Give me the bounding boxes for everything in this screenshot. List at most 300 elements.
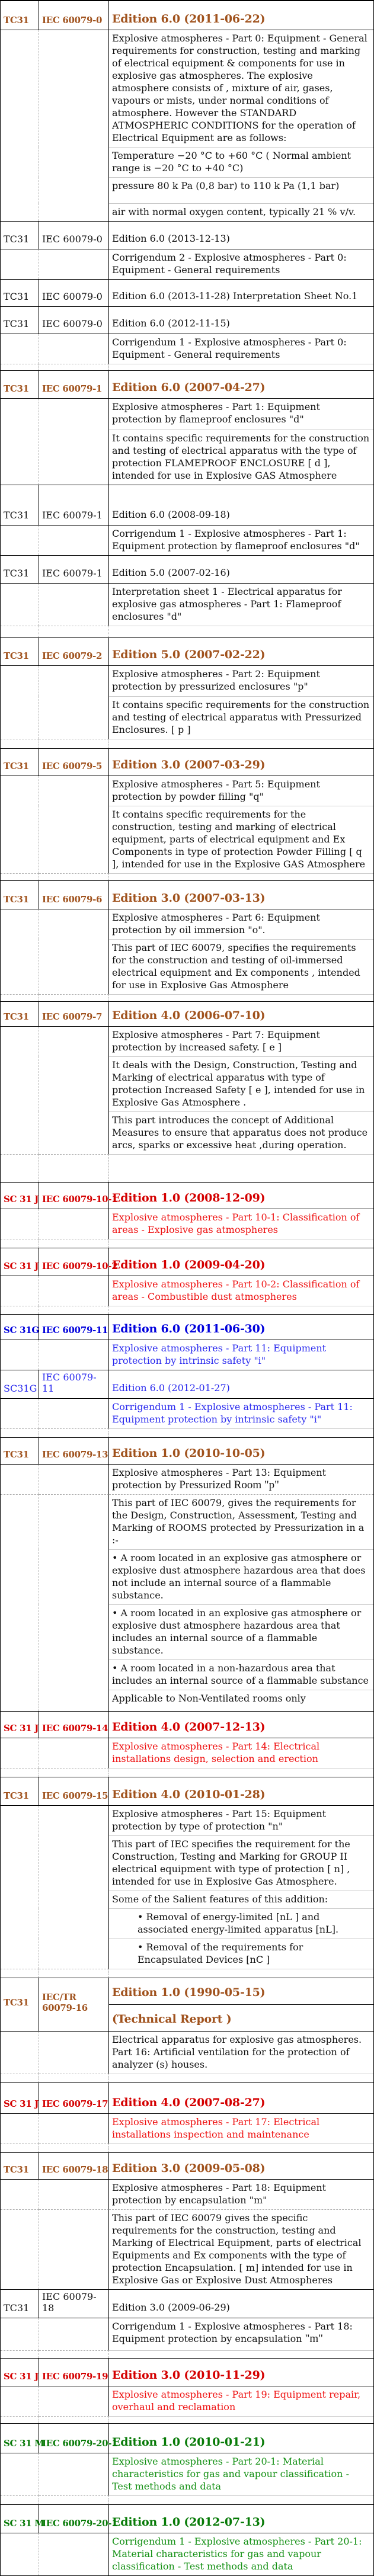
- description-row: [1, 334, 373, 364]
- standard-number-cell-empty: [39, 1340, 109, 1370]
- standard-number-cell: IEC 60079-11: [39, 1315, 109, 1340]
- description-row: [1, 525, 373, 555]
- standard-number-cell-empty: [39, 1891, 109, 1908]
- description-cell: Explosive atmospheres - Part 14: Electrical installations design, selection and erection: [112, 1741, 320, 1764]
- spacer-cell: [39, 1428, 109, 1437]
- spacer-cell: [39, 994, 109, 1001]
- committee-cell-empty: [1, 2032, 39, 2074]
- spacer-cell: [109, 1969, 373, 1978]
- standard-number-cell-empty: [39, 1209, 109, 1239]
- committee-cell: SC 31 M: [1, 2505, 39, 2533]
- standard-number-cell-empty: [39, 203, 109, 221]
- standard-entry-row: [1, 1314, 373, 1340]
- description-row: [1, 1690, 373, 1711]
- standard-number-cell-empty: [39, 1056, 109, 1111]
- committee-cell: TC31: [1, 485, 39, 525]
- committee-cell-empty: [1, 1494, 39, 1549]
- spacer-row: [1, 626, 373, 637]
- committee-cell-empty: [1, 806, 39, 873]
- spacer-cell: [109, 1768, 373, 1777]
- spacer-cell: [1, 1969, 39, 1978]
- description-cell: Electrical apparatus for explosive gas atmospheres. Part 16: Artificial ventilation for the protection of analyzer (s) houses.: [112, 2034, 362, 2070]
- description-row: [1, 696, 373, 739]
- standard-number-cell-empty: [39, 584, 109, 626]
- standard-entry-row: [1, 880, 373, 909]
- standard-number-cell-empty: [39, 1939, 109, 1969]
- standard-number-cell: IEC 60079-20-1: [39, 2505, 109, 2533]
- edition-cell: [109, 1978, 373, 2031]
- spacer-cell: [1, 739, 39, 748]
- spacer-row: [1, 1239, 373, 1248]
- description-cell: air with normal oxygen content, typically 21 % v/v.: [109, 203, 373, 221]
- committee-cell-empty: [1, 1465, 39, 1494]
- spacer-row: [1, 873, 373, 880]
- committee-cell-empty: [1, 1027, 39, 1056]
- committee-cell: TC31: [1, 2153, 39, 2179]
- standard-number-cell-empty: [39, 430, 109, 485]
- committee-cell-empty: [1, 2114, 39, 2144]
- description-emphasis-segment: Pressurized Room "p": [179, 1479, 279, 1491]
- description-cell: Corrigendum 1 - Explosive atmospheres - Part 20-1: Material characteristics for gas and vapour classification - Test methods and data: [112, 2536, 362, 2572]
- committee-cell-empty: [1, 2453, 39, 2495]
- description-row: [1, 2533, 373, 2575]
- standard-number-cell-empty: [39, 806, 109, 873]
- description-row: [1, 203, 373, 221]
- standard-number-cell: IEC/TR 60079-16: [39, 1978, 109, 2031]
- spacer-cell: [39, 2495, 109, 2504]
- description-cell: It contains specific requirements for the construction, testing and marking of electrical equipment, parts of electrical equipment and Ex Components in type of protection Powder Filling [ q ], intended for use in the Explosive GAS Atmosphere: [109, 806, 373, 873]
- edition-cell: Edition 6.0 (2007-04-27): [112, 381, 266, 394]
- spacer-row: [1, 364, 373, 370]
- spacer-cell: [109, 1306, 373, 1314]
- description-cell: Some of the Salient features of this addition:: [109, 1891, 373, 1908]
- standard-entry-row: [1, 2423, 373, 2453]
- standard-number-cell: IEC 60079-10-2: [39, 1248, 109, 1276]
- committee-cell-empty: [1, 1549, 39, 1604]
- spacer-cell: [1, 1768, 39, 1777]
- description-row: [1, 1398, 373, 1428]
- standard-entry-row: [1, 306, 373, 334]
- standard-number-cell-empty: [39, 939, 109, 994]
- spacer-cell: [39, 2350, 109, 2358]
- committee-cell: TC31: [1, 638, 39, 665]
- standard-number-cell-empty: [39, 2533, 109, 2575]
- committee-cell: SC 31 J: [1, 1248, 39, 1276]
- description-cell: Corrigendum 2 - Explosive atmospheres - Part 0: Equipment - General requirements: [112, 252, 347, 275]
- committee-cell: SC 31 J: [1, 2359, 39, 2386]
- committee-cell-empty: [1, 1111, 39, 1154]
- standard-number-cell-empty: [39, 2114, 109, 2144]
- spacer-row: [1, 1154, 373, 1182]
- description-row: [1, 2031, 373, 2074]
- committee-cell-empty: [1, 2180, 39, 2209]
- standard-number-cell-empty: [39, 2209, 109, 2289]
- standard-number-cell-empty: [39, 1738, 109, 1768]
- committee-cell-empty: [1, 526, 39, 555]
- standard-number-cell: IEC 60079-5: [39, 749, 109, 776]
- standard-number-cell-empty: [39, 1494, 109, 1549]
- description-cell: Explosive atmospheres - Part 15: Equipment protection by type of protection "n": [112, 1808, 327, 1832]
- standard-number-cell-empty: [39, 1399, 109, 1428]
- standard-entry-row: [1, 1182, 373, 1209]
- committee-cell: TC31: [1, 1, 39, 30]
- standard-number-cell: IEC 60079-18: [39, 2290, 109, 2318]
- spacer-cell: [1, 1428, 39, 1437]
- description-cell: • A room located in an explosive gas atmosphere or explosive dust atmosphere hazardous area that does not include an internal source of a flammable substance.: [109, 1549, 373, 1604]
- description-cell: Corrigendum 1 - Explosive atmospheres - Part 11: Equipment protection by intrinsic safety "i": [112, 1401, 353, 1425]
- description-row: [1, 2113, 373, 2144]
- standard-entry-row: [1, 2504, 373, 2533]
- standard-number-cell-empty: [39, 147, 109, 177]
- description-row: [1, 147, 373, 177]
- standard-entry-row: [1, 1001, 373, 1026]
- spacer-row: [1, 2074, 373, 2082]
- committee-cell: TC31: [1, 280, 39, 306]
- standard-number-cell: IEC 60079-17: [39, 2083, 109, 2113]
- committee-cell-empty: [1, 1340, 39, 1370]
- standard-number-cell-empty: [39, 30, 109, 147]
- standard-number-cell-empty: [39, 1806, 109, 1835]
- standard-number-cell: IEC 60079-14: [39, 1712, 109, 1738]
- standard-number-cell-empty: [39, 696, 109, 739]
- standard-entry-row: [1, 1248, 373, 1276]
- spacer-cell: [1, 2416, 39, 2423]
- committee-cell: TC31: [1, 1438, 39, 1464]
- description-segment: Explosive atmospheres - Part 13: Equipment protection by: [112, 1467, 327, 1491]
- standard-entry-row: [1, 1437, 373, 1464]
- description-row: [1, 1891, 373, 1908]
- committee-cell-empty: [1, 1939, 39, 1969]
- description-row: [1, 909, 373, 939]
- standard-number-cell-empty: [39, 2032, 109, 2074]
- edition-cell: Edition 3.0 (2007-03-13): [112, 892, 266, 905]
- standard-number-cell-empty: [39, 1908, 109, 1939]
- standard-number-cell-empty: [39, 1276, 109, 1306]
- spacer-row: [1, 1768, 373, 1777]
- standard-number-cell: IEC 60079-15: [39, 1777, 109, 1805]
- description-row: [1, 1604, 373, 1659]
- committee-cell-empty: [1, 30, 39, 147]
- description-row: [1, 1209, 373, 1239]
- description-row: [1, 1939, 373, 1969]
- edition-cell: Edition 6.0 (2008-09-18): [112, 509, 230, 520]
- edition-cell: Edition 3.0 (2007-03-29): [112, 758, 266, 771]
- spacer-cell: [39, 2416, 109, 2423]
- committee-cell: TC31: [1, 556, 39, 583]
- committee-cell: TC31: [1, 1978, 39, 2031]
- description-row: [1, 1340, 373, 1370]
- standard-number-cell: IEC 60079-18: [39, 2153, 109, 2179]
- spacer-cell: [109, 364, 373, 370]
- standard-entry-row: [1, 485, 373, 525]
- description-row: [1, 430, 373, 485]
- description-cell: Interpretation sheet 1 - Electrical apparatus for explosive gas atmospheres - Part 1: Flameproof enclosures "d": [112, 586, 342, 622]
- description-cell: This part of IEC 60079, specifies the requirements for the construction and testing of oil-immersed electrical equipment and Ex components , intended for use in Explosive Gas Atmosphere: [109, 939, 373, 994]
- committee-cell-empty: [1, 939, 39, 994]
- edition-cell: Edition 6.0 (2012-11-15): [112, 318, 230, 329]
- description-cell: Explosive atmospheres - Part 1: Equipment protection by flameproof enclosures "d": [112, 401, 320, 425]
- description-row: [1, 1056, 373, 1111]
- description-emphasis-segment: "m": [305, 2333, 323, 2345]
- standard-number-cell-empty: [39, 249, 109, 279]
- committee-cell-empty: [1, 909, 39, 939]
- description-row: [1, 1026, 373, 1056]
- committee-cell-empty: [1, 1738, 39, 1768]
- committee-cell-empty: [1, 2318, 39, 2350]
- standard-number-cell: IEC 60079-0: [39, 280, 109, 306]
- description-cell: Explosive atmospheres - Part 19: Equipment repair, overhaul and reclamation: [112, 2389, 361, 2412]
- description-cell: [109, 2318, 373, 2350]
- committee-cell-empty: [1, 177, 39, 203]
- committee-cell-empty: [1, 399, 39, 430]
- standard-entry-row: [1, 748, 373, 776]
- committee-cell-empty: [1, 666, 39, 696]
- committee-cell: TC31: [1, 749, 39, 776]
- description-cell: It contains specific requirements for the construction and testing of electrical apparatus with the type of protection FLAMEPROOF ENCLOSURE [ d ], intended for use in Explosive GAS Atmosphere: [109, 430, 373, 485]
- standard-entry-row: [1, 2289, 373, 2318]
- standard-number-cell-empty: [39, 2180, 109, 2209]
- standard-entry-row: [1, 1777, 373, 1805]
- description-row: [1, 1464, 373, 1494]
- edition-cell: Edition 4.0 (2007-12-13): [112, 1720, 266, 1734]
- standard-number-cell-empty: [39, 1690, 109, 1711]
- standard-entry-row: [1, 2152, 373, 2179]
- description-cell: Corrigendum 1 - Explosive atmospheres - Part 0: Equipment - General requirements: [112, 337, 347, 360]
- spacer-cell: [109, 1154, 373, 1182]
- standard-number-cell: IEC 60079-1: [39, 556, 109, 583]
- standard-number-cell-empty: [39, 1027, 109, 1056]
- standard-number-cell-empty: [39, 1111, 109, 1154]
- description-row: [1, 1276, 373, 1306]
- description-cell: It contains specific requirements for the construction and testing of electrical apparatus with Pressurized Enclosures. [ p ]: [109, 696, 373, 739]
- committee-cell-empty: [1, 1276, 39, 1306]
- committee-cell: TC31: [1, 222, 39, 249]
- description-cell: This part of IEC specifies the requirement for the Construction, Testing and Marking for GROUP II electrical equipment with type of protection [ n] , intended for use in Explosive Gas Atmosphere.: [109, 1835, 373, 1891]
- description-cell: Explosive atmospheres - Part 20-1: Material characteristics for gas and vapour classification - Test methods and data: [112, 2456, 349, 2492]
- standard-entry-row: [1, 1711, 373, 1738]
- description-row: [1, 1494, 373, 1549]
- committee-cell-empty: [1, 334, 39, 364]
- spacer-row: [1, 1969, 373, 1978]
- standard-entry-row: [1, 555, 373, 583]
- standard-number-cell: IEC 60079-1: [39, 485, 109, 525]
- committee-cell-empty: [1, 696, 39, 739]
- standard-entry-row: [1, 279, 373, 306]
- description-row: [1, 1549, 373, 1604]
- spacer-cell: [1, 1306, 39, 1314]
- spacer-cell: [109, 873, 373, 880]
- spacer-cell: [1, 2144, 39, 2152]
- description-row: [1, 583, 373, 626]
- description-cell: This part of IEC 60079 gives the specific requirements for the construction, testing and Marking of Electrical Equipment, parts of electrical Equipments and Ex components with the type of protection Encapsulation. [ m] intended for use in Explosive Gas or Explosive Dust Atmospheres: [109, 2209, 373, 2289]
- spacer-cell: [109, 994, 373, 1001]
- description-cell: Explosive atmospheres - Part 0: Equipment - General requirements for construction, testing and marking of electrical equipment & components for use in explosive gas atmospheres. The explosive atmosphere consists of , mixture of air, gases, vapours or mists, under normal conditions of atmosphere. However the STANDARD ATMOSPHERIC CONDITIONS for the operation of Electrical Equipment are as follows:: [112, 33, 367, 143]
- description-row: [1, 665, 373, 696]
- spacer-cell: [109, 2144, 373, 2152]
- spacer-row: [1, 1306, 373, 1314]
- standard-number-cell-empty: [39, 1604, 109, 1659]
- committee-cell: TC31: [1, 2290, 39, 2318]
- spacer-cell: [1, 994, 39, 1001]
- spacer-cell: [1, 873, 39, 880]
- standard-number-cell-empty: [39, 666, 109, 696]
- standard-number-cell-empty: [39, 1659, 109, 1690]
- edition-cell: Edition 6.0 (2013-11-28) Interpretation Sheet No.1: [112, 290, 358, 302]
- committee-cell-empty: [1, 1891, 39, 1908]
- edition-cell: Edition 6.0 (2012-01-27): [112, 1382, 230, 1393]
- spacer-cell: [39, 1154, 109, 1182]
- description-cell: Explosive atmospheres - Part 17: Electrical installations inspection and maintenance: [112, 2116, 320, 2140]
- spacer-cell: [1, 626, 39, 637]
- description-row: [1, 806, 373, 873]
- edition-cell: Edition 6.0 (2011-06-22): [112, 12, 266, 25]
- committee-cell-empty: [1, 1399, 39, 1428]
- edition-cell: Edition 1.0 (2010-10-05): [112, 1447, 266, 1460]
- spacer-cell: [1, 364, 39, 370]
- spacer-row: [1, 1428, 373, 1437]
- description-cell: Explosive atmospheres - Part 2: Equipment protection by pressurized enclosures "p": [112, 668, 320, 692]
- description-row: [1, 398, 373, 430]
- spacer-row: [1, 2495, 373, 2504]
- committee-cell-empty: [1, 249, 39, 279]
- committee-cell: TC31: [1, 371, 39, 398]
- committee-cell-empty: [1, 147, 39, 177]
- description-cell: • A room located in an explosive gas atmosphere or explosive dust atmosphere hazardous area that includes an internal source of a flammable substance.: [109, 1604, 373, 1659]
- spacer-cell: [109, 2074, 373, 2082]
- committee-cell-empty: [1, 1690, 39, 1711]
- spacer-cell: [1, 2074, 39, 2082]
- committee-cell-empty: [1, 2209, 39, 2289]
- spacer-row: [1, 2144, 373, 2152]
- technical-report-line: (Technical Report ): [109, 2004, 373, 2031]
- spacer-cell: [1, 1239, 39, 1248]
- edition-cell: Edition 4.0 (2007-08-27): [112, 2096, 266, 2109]
- standard-number-cell-empty: [39, 177, 109, 203]
- description-row: [1, 1805, 373, 1835]
- committee-cell-empty: [1, 1056, 39, 1111]
- description-cell: This part introduces the concept of Additional Measures to ensure that apparatus does not produce arcs, sparks or excessive heat ,during operation.: [109, 1111, 373, 1154]
- spacer-cell: [39, 1239, 109, 1248]
- description-row: [1, 1908, 373, 1939]
- standard-number-cell: IEC 60079-0: [39, 1, 109, 30]
- standard-entry-row: [1, 2082, 373, 2113]
- spacer-cell: [39, 1969, 109, 1978]
- standard-number-cell-empty: [39, 2453, 109, 2495]
- spacer-cell: [109, 1239, 373, 1248]
- description-segment: Corrigendum 1 - Explosive atmospheres - Part 18: Equipment protection by encapsulation: [112, 2321, 353, 2344]
- committee-cell-empty: [1, 2386, 39, 2416]
- spacer-cell: [109, 2495, 373, 2504]
- standard-entry-row: [1, 637, 373, 665]
- standard-entry-row: [1, 2358, 373, 2386]
- description-cell: This part of IEC 60079, gives the requirements for the Design, Construction, Assessment, Testing and Marking of ROOMS protected by Pressurization in a :-: [109, 1494, 373, 1549]
- edition-cell: Edition 4.0 (2010-01-28): [112, 1788, 266, 1801]
- spacer-cell: [109, 2416, 373, 2423]
- committee-cell-empty: [1, 203, 39, 221]
- standard-entry-row: [1, 1370, 373, 1398]
- spacer-cell: [109, 2350, 373, 2358]
- spacer-row: [1, 994, 373, 1001]
- standard-entry-row: [1, 1, 373, 30]
- standard-number-cell-empty: [39, 526, 109, 555]
- description-row: [1, 2179, 373, 2209]
- spacer-cell: [39, 364, 109, 370]
- committee-cell-empty: [1, 2533, 39, 2575]
- committee-cell-empty: [1, 1209, 39, 1239]
- standard-number-cell-empty: [39, 1835, 109, 1891]
- standard-number-cell: IEC 60079-13: [39, 1438, 109, 1464]
- committee-cell-empty: [1, 1835, 39, 1891]
- edition-cell: Edition 3.0 (2010-11-29): [112, 2369, 266, 2382]
- description-cell: • Removal of energy-limited [nL ] and associated energy-limited apparatus [nL].: [109, 1908, 373, 1939]
- standard-number-cell: IEC 60079-20-1: [39, 2424, 109, 2453]
- edition-line: Edition 1.0 (1990-05-15): [112, 1986, 266, 1999]
- standard-number-cell-empty: [39, 334, 109, 364]
- spacer-cell: [1, 1154, 39, 1182]
- description-cell: • A room located in a non-hazardous area that includes an internal source of a flammable substance: [109, 1659, 373, 1690]
- committee-cell-empty: [1, 1806, 39, 1835]
- edition-cell: Edition 1.0 (2008-12-09): [112, 1191, 266, 1204]
- committee-cell-empty: [1, 776, 39, 806]
- standard-number-cell: IEC 60079-6: [39, 881, 109, 909]
- standard-number-cell: IEC 60079-11: [39, 1370, 109, 1398]
- edition-cell: Edition 6.0 (2013-12-13): [112, 233, 230, 244]
- description-row: [1, 2386, 373, 2416]
- standard-number-cell: IEC 60079-10-1: [39, 1183, 109, 1209]
- description-cell: [109, 1465, 373, 1494]
- description-row: [1, 249, 373, 279]
- description-row: [1, 177, 373, 203]
- spacer-row: [1, 739, 373, 748]
- standard-number-cell-empty: [39, 2386, 109, 2416]
- spacer-cell: [39, 2074, 109, 2082]
- committee-cell-empty: [1, 1604, 39, 1659]
- standard-entry-row: [1, 370, 373, 398]
- standard-number-cell: IEC 60079-7: [39, 1002, 109, 1026]
- committee-cell: TC31: [1, 881, 39, 909]
- spacer-cell: [39, 626, 109, 637]
- edition-cell: Edition 1.0 (2010-01-21): [112, 2436, 266, 2449]
- standard-number-cell-empty: [39, 2318, 109, 2350]
- edition-cell: Edition 5.0 (2007-02-22): [112, 648, 266, 661]
- description-cell: Explosive atmospheres - Part 10-2: Classification of areas - Combustible dust atmospheres: [112, 1279, 360, 1302]
- description-row: [1, 1659, 373, 1690]
- edition-cell: Edition 1.0 (2012-07-13): [112, 2516, 266, 2529]
- description-cell: Explosive atmospheres - Part 7: Equipment protection by increased safety. [ e ]: [112, 1029, 320, 1053]
- description-cell: It deals with the Design, Construction, Testing and Marking of electrical apparatus with type of protection Increased Safety [ e ], intended for use in Explosive Gas Atmosphere .: [109, 1056, 373, 1111]
- committee-cell: TC31: [1, 1777, 39, 1805]
- spacer-cell: [39, 1768, 109, 1777]
- description-row: [1, 2453, 373, 2495]
- standard-entry-row: [1, 221, 373, 249]
- committee-cell: SC 31 J: [1, 2083, 39, 2113]
- standard-number-cell-empty: [39, 776, 109, 806]
- committee-cell: TC31: [1, 1002, 39, 1026]
- standard-number-cell: IEC 60079-1: [39, 371, 109, 398]
- spacer-cell: [39, 739, 109, 748]
- spacer-cell: [109, 739, 373, 748]
- edition-cell: Edition 4.0 (2006-07-10): [112, 1009, 266, 1022]
- edition-cell: Edition 3.0 (2009-05-08): [112, 2162, 266, 2175]
- description-cell: Explosive atmospheres - Part 10-1: Classification of areas - Explosive gas atmospheres: [112, 1212, 360, 1235]
- description-cell: Explosive atmospheres - Part 11: Equipment protection by intrinsic safety "i": [112, 1343, 327, 1366]
- spacer-cell: [1, 2495, 39, 2504]
- spacer-cell: [39, 2144, 109, 2152]
- spacer-row: [1, 2350, 373, 2358]
- standard-number-cell: IEC 60079-19: [39, 2359, 109, 2386]
- standard-entry-row-merged: [1, 1978, 373, 2031]
- description-row: [1, 1111, 373, 1154]
